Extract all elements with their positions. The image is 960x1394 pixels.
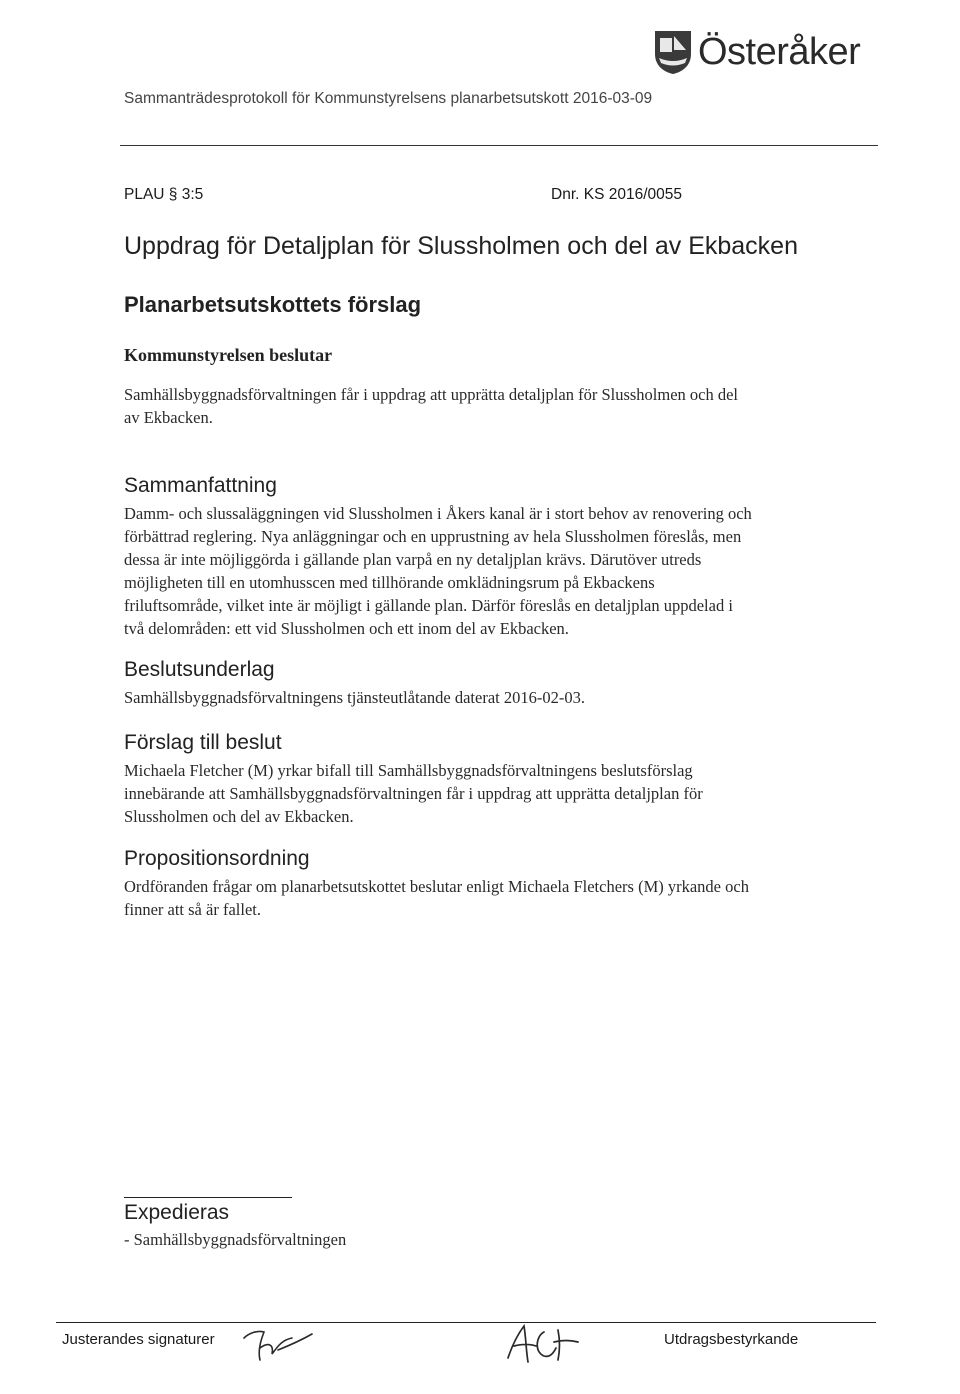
case-number: Dnr. KS 2016/0055 xyxy=(551,186,682,203)
text-line: dessa är inte möjliggörda i gällande plan varpå en ny detaljplan krävs. Därutöver utreds xyxy=(124,550,702,569)
motion-text xyxy=(124,759,864,828)
text-line: Ordföranden frågar om planarbetsutskottet beslutar enligt Michaela Fletchers (M) yrkande och xyxy=(124,877,749,896)
distribution-item: - Samhällsbyggnadsförvaltningen xyxy=(124,1230,347,1249)
signatures-label: Justerandes signaturer xyxy=(62,1331,215,1348)
osteraker-logo xyxy=(652,28,860,76)
summary-heading: Sammanfattning xyxy=(124,474,277,497)
footer-divider xyxy=(56,1322,876,1323)
brand-name: Österåker xyxy=(698,30,861,73)
text-line: Samhällsbyggnadsförvaltningens tjänsteutlåtande daterat 2016-02-03. xyxy=(124,688,585,707)
proposal-heading: Planarbetsutskottets förslag xyxy=(124,292,422,317)
text-line: finner att så är fallet. xyxy=(124,900,261,919)
motion-heading: Förslag till beslut xyxy=(124,731,282,754)
signature-mark-1 xyxy=(238,1320,318,1366)
signature-mark-2 xyxy=(500,1318,584,1368)
basis-text xyxy=(124,686,864,709)
order-heading: Propositionsordning xyxy=(124,847,310,870)
paragraph-number: PLAU § 3:5 xyxy=(124,186,204,203)
text-line: Samhällsbyggnadsförvaltningen får i uppdrag att upprätta detaljplan för Slussholmen och del xyxy=(124,385,739,404)
distribution-heading: Expedieras xyxy=(124,1201,230,1224)
order-text xyxy=(124,875,864,921)
decides-heading: Kommunstyrelsen beslutar xyxy=(124,345,333,365)
text-line: friluftsområde, vilket inte är möjligt i gällande plan. Därför föreslås en detaljplan uppdelad i xyxy=(124,596,733,615)
text-line: Michaela Fletcher (M) yrkar bifall till Samhällsbyggnadsförvaltningens beslutsförslag xyxy=(124,761,693,780)
decision-text xyxy=(124,383,864,429)
text-line: två delområden: ett vid Slussholmen och ett inom del av Ekbacken. xyxy=(124,619,569,638)
summary-text xyxy=(124,502,864,640)
extract-label: Utdragsbestyrkande xyxy=(664,1331,799,1348)
basis-heading: Beslutsunderlag xyxy=(124,658,275,681)
header-divider xyxy=(120,145,878,146)
crest-icon xyxy=(652,28,694,76)
text-line: möjligheten till en utomhusscen med tillhörande omklädningsrum på Ekbackens xyxy=(124,573,655,592)
protocol-header: Sammanträdesprotokoll för Kommunstyrelsens planarbetsutskott 2016-03-09 xyxy=(124,90,653,107)
text-line: av Ekbacken. xyxy=(124,408,213,427)
document-title: Uppdrag för Detaljplan för Slussholmen och del av Ekbacken xyxy=(124,232,798,260)
text-line: förbättrad reglering. Nya anläggningar och en upprustning av hela Slussholmen föreslås, men xyxy=(124,527,742,546)
text-line: Slussholmen och del av Ekbacken. xyxy=(124,807,354,826)
distribution-divider xyxy=(124,1197,292,1198)
text-line: Damm- och slussaläggningen vid Slussholmen i Åkers kanal är i stort behov av renovering och xyxy=(124,504,752,523)
text-line: innebärande att Samhällsbyggnadsförvaltningen får i uppdrag att upprätta detaljplan för xyxy=(124,784,703,803)
